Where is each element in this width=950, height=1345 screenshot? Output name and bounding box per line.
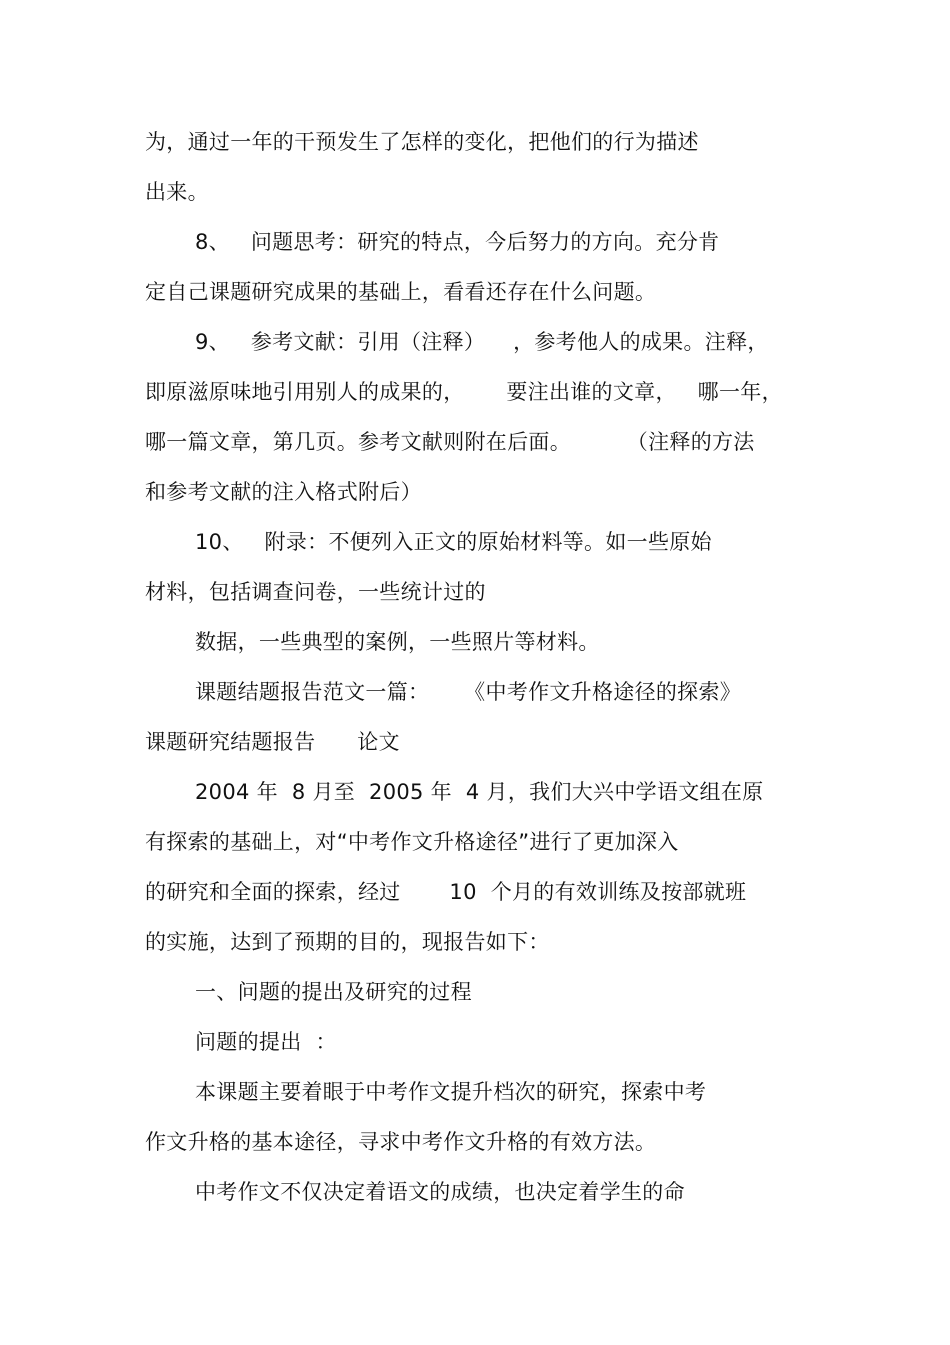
text-line: 为，通过一年的干预发生了怎样的变化，把他们的行为描述 (145, 130, 699, 154)
text-line: 课题研究结题报告 论文 (145, 730, 400, 754)
text-line: 即原滋原味地引用别人的成果的， 要注出谁的文章， 哪一年， (145, 380, 783, 404)
text-line: 2004 年 8 月至 2005 年 4 月，我们大兴中学语文组在原 (195, 780, 764, 804)
text-line: 和参考文献的注入格式附后） (145, 480, 422, 504)
text-line: 哪一篇文章，第几页。参考文献则附在后面。 （注释的方法 (145, 430, 755, 454)
text-line: 定自己课题研究成果的基础上，看看还存在什么问题。 (145, 280, 657, 304)
text-line: 8、 问题思考：研究的特点，今后努力的方向。充分肯 (195, 230, 720, 254)
section-heading: 一、问题的提出及研究的过程 (195, 980, 472, 1004)
text-line: 10、 附录：不便列入正文的原始材料等。如一些原始 (195, 530, 712, 554)
text-line: 本课题主要着眼于中考作文提升档次的研究，探索中考 (195, 1080, 707, 1104)
subsection-heading: 问题的提出 ： (195, 1030, 337, 1054)
text-line: 的研究和全面的探索，经过 10 个月的有效训练及按部就班 (145, 880, 747, 904)
text-line: 课题结题报告范文一篇： 《中考作文升格途径的探索》 (195, 680, 742, 704)
text-line: 材料，包括调查问卷，一些统计过的 (145, 580, 486, 604)
text-line: 出来。 (145, 180, 209, 204)
text-line: 9、 参考文献：引用（注释） ，参考他人的成果。注释， (195, 330, 769, 354)
text-line: 有探索的基础上，对“中考作文升格途径”进行了更加深入 (145, 830, 679, 854)
text-line: 数据，一些典型的案例，一些照片等材料。 (195, 630, 600, 654)
text-line: 中考作文不仅决定着语文的成绩，也决定着学生的命 (195, 1180, 685, 1204)
text-line: 的实施，达到了预期的目的，现报告如下： (145, 930, 550, 954)
text-line: 作文升格的基本途径，寻求中考作文升格的有效方法。 (145, 1130, 657, 1154)
